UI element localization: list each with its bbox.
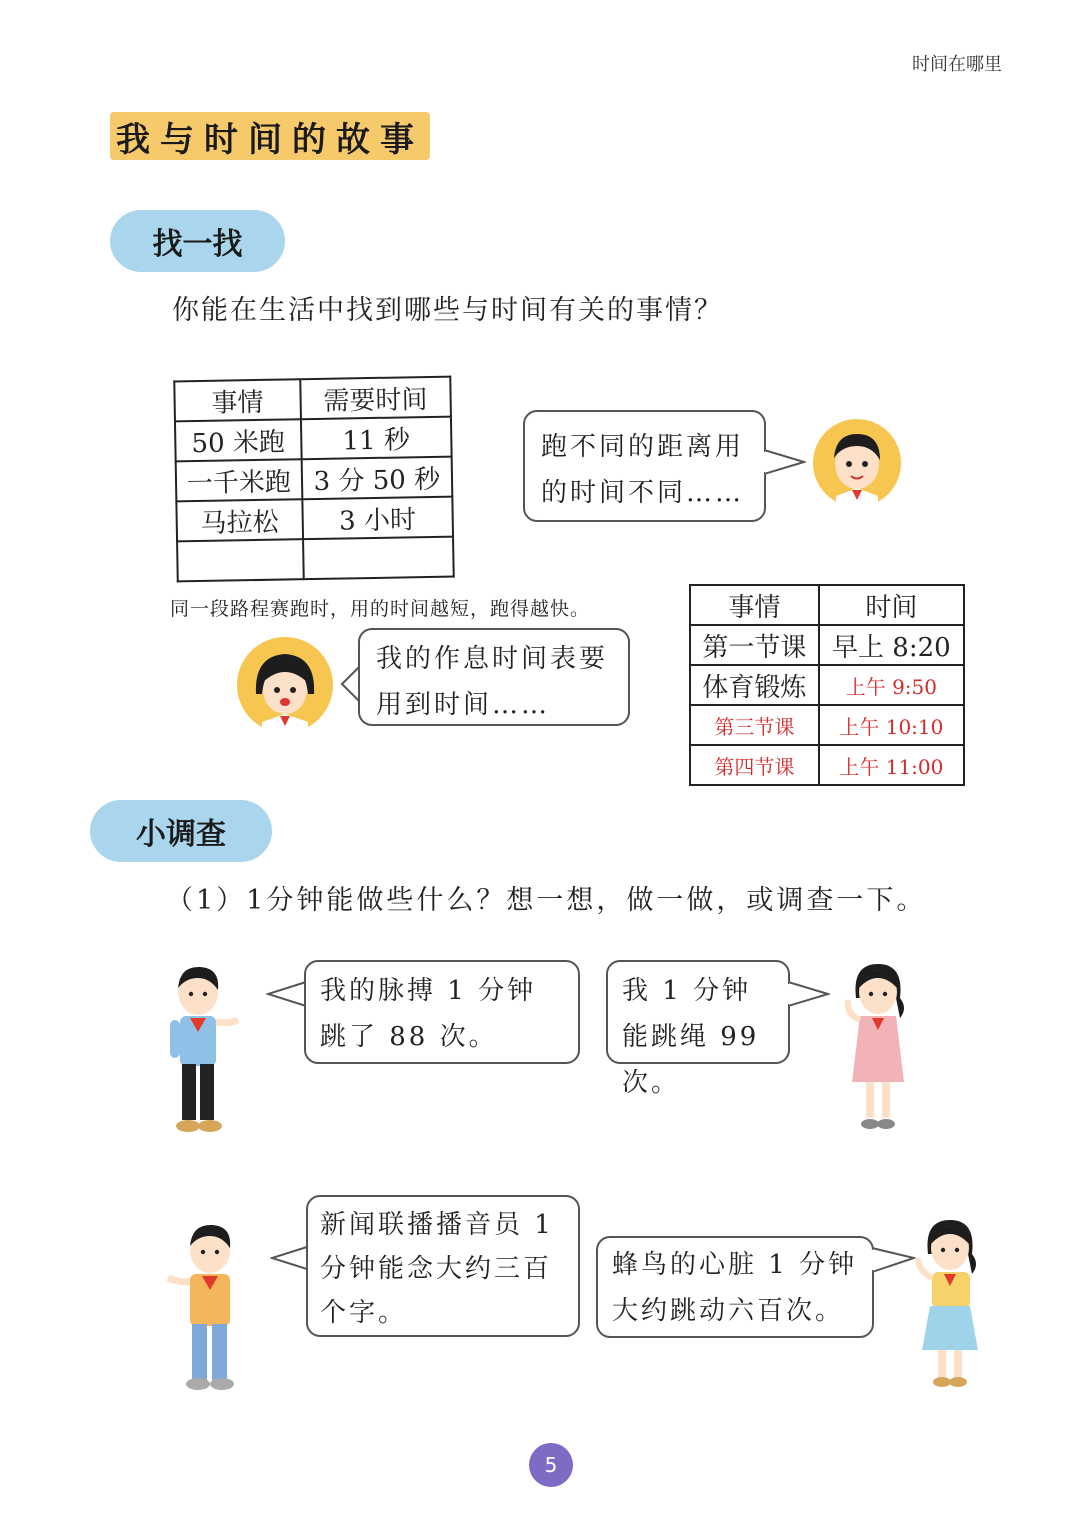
note-text: 同一段路程赛跑时，用的时间越短，跑得越快。 <box>170 598 591 620</box>
distance-table <box>173 376 454 583</box>
survey-label: 小调查 <box>90 800 272 862</box>
table-cell-handwritten: 第四节课 <box>690 745 819 785</box>
table-header: 事情 <box>690 585 819 625</box>
table-cell: 体育锻炼 <box>690 665 819 705</box>
girl-figure <box>908 1214 992 1394</box>
speech-bubble-jump-rope <box>606 960 790 1098</box>
table-cell-handwritten: 上午 10:10 <box>819 705 964 745</box>
speech-bubble-boy <box>523 410 766 522</box>
table-cell: 早上 8:20 <box>819 625 964 665</box>
speech-bubble-pulse <box>304 960 580 1064</box>
bubble-text: 新闻联播播音员 1 分钟能念大约三百个字。 <box>320 1210 554 1328</box>
bubble-text: 跑不同的距离用的时间不同…… <box>541 432 745 508</box>
boy-figure <box>162 1220 252 1396</box>
table-cell <box>177 539 303 581</box>
section-title: 我与时间的故事 <box>110 112 430 160</box>
speech-bubble-girl <box>358 628 630 726</box>
bubble-text: 蜂鸟的心脏 1 分钟大约跳动六百次。 <box>612 1250 858 1326</box>
bubble-text: 我 1 分钟能跳绳 99 次。 <box>622 976 760 1098</box>
running-head: 时间在哪里 <box>912 54 1002 75</box>
schedule-table <box>689 584 965 786</box>
girl-figure <box>838 958 918 1138</box>
find-label: 找一找 <box>110 210 285 272</box>
table-cell: 11 秒 <box>301 417 452 460</box>
table-header: 需要时间 <box>300 377 451 420</box>
page-number: 5 <box>544 1453 558 1477</box>
table-cell: 第一节课 <box>690 625 819 665</box>
speech-bubble-hummingbird <box>596 1236 874 1338</box>
bubble-tail <box>788 980 830 1010</box>
table-cell: 一千米跑 <box>176 459 302 501</box>
table-cell: 3 小时 <box>302 497 453 540</box>
table-cell-handwritten: 上午 11:00 <box>819 745 964 785</box>
find-question: 你能在生活中找到哪些与时间有关的事情？ <box>172 295 723 326</box>
bubble-tail <box>764 448 806 478</box>
bubble-text: 我的作息时间表要用到时间…… <box>376 644 609 720</box>
boy-avatar <box>812 418 902 508</box>
table-cell-handwritten: 第三节课 <box>690 705 819 745</box>
table-cell <box>303 537 454 580</box>
bubble-text: 我的脉搏 1 分钟跳了 88 次。 <box>320 976 537 1052</box>
table-cell-handwritten: 上午 9:50 <box>819 665 964 705</box>
bubble-tail <box>266 980 308 1010</box>
table-cell: 50 米跑 <box>175 419 301 461</box>
girl-avatar <box>236 636 334 734</box>
table-header: 事情 <box>174 379 300 421</box>
table-cell: 3 分 50 秒 <box>301 457 452 500</box>
table-cell: 马拉松 <box>176 499 302 541</box>
page-number-badge <box>529 1443 573 1487</box>
boy-figure <box>160 962 244 1140</box>
survey-question: （1）1分钟能做些什么？想一想，做一做，或调查一下。 <box>166 885 927 916</box>
table-header: 时间 <box>819 585 964 625</box>
speech-bubble-news-anchor <box>306 1195 580 1337</box>
